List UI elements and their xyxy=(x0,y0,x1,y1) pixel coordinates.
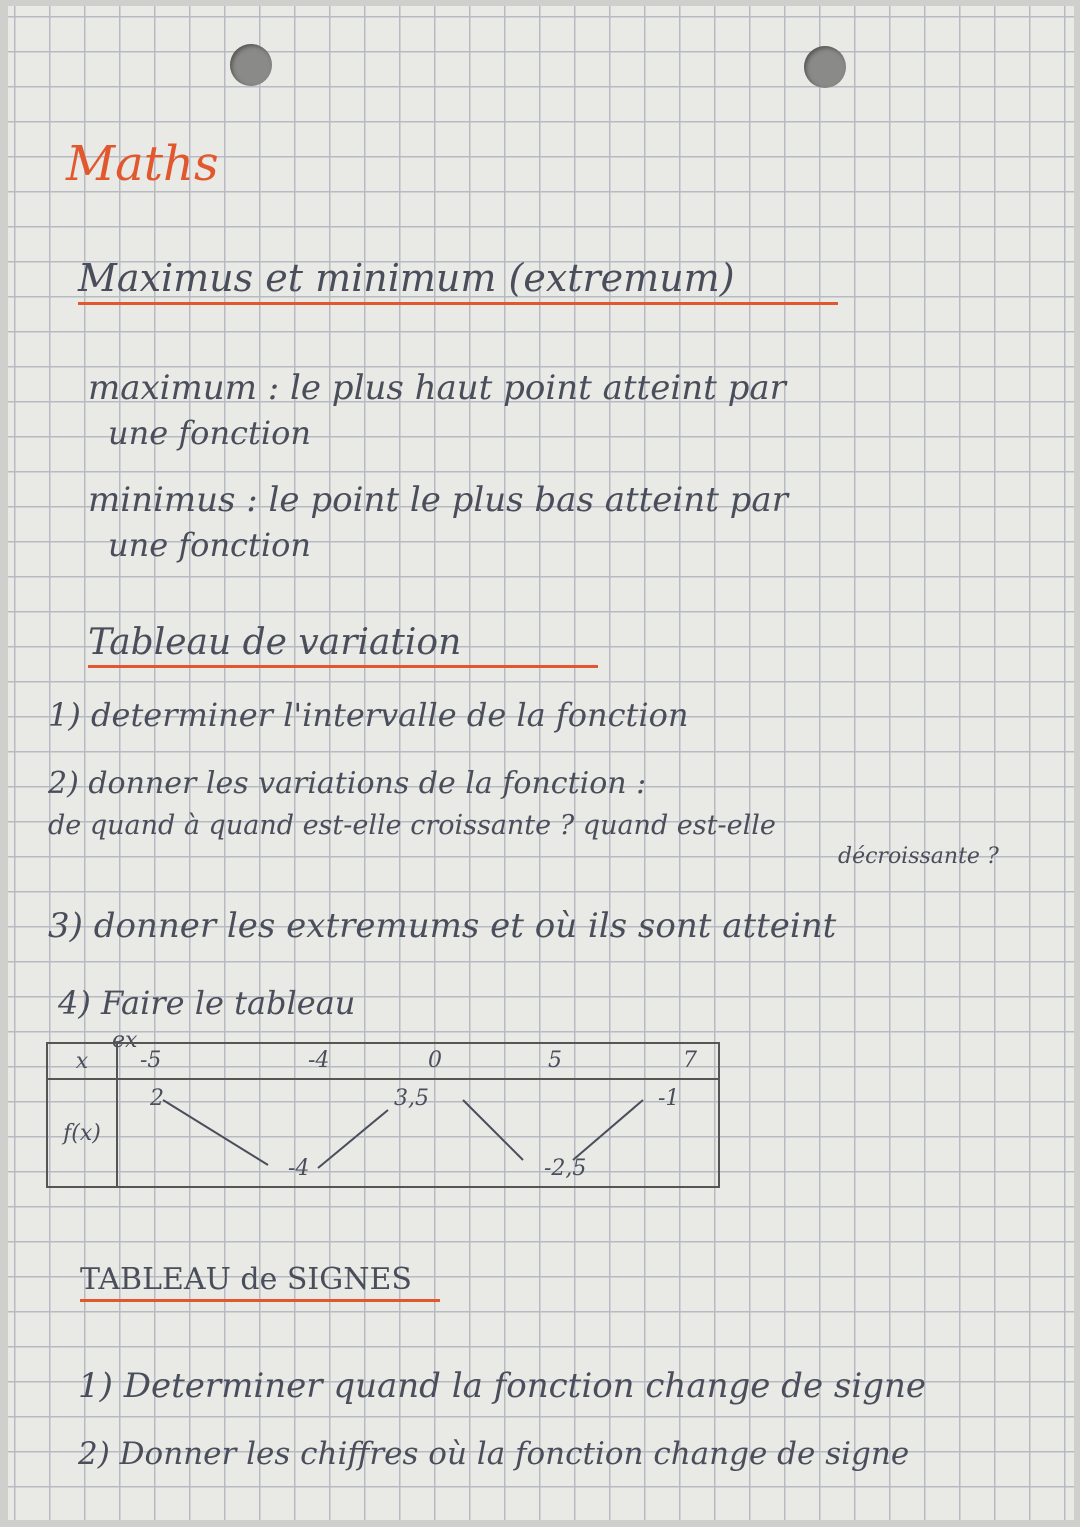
variation-step-4: 4) Faire le tableau xyxy=(58,984,356,1022)
variation-step-2: 2) donner les variations de la fonction : xyxy=(48,766,647,801)
x-value: -4 xyxy=(308,1048,330,1073)
x-label: x xyxy=(47,1043,117,1079)
x-value: 7 xyxy=(683,1048,697,1073)
heading-variation: Tableau de variation xyxy=(88,622,598,668)
minimum-definition-line2: une fonction xyxy=(108,526,311,564)
x-value: 5 xyxy=(548,1048,562,1073)
variation-step-2-line2: de quand à quand est-elle croissante ? quand est-elle xyxy=(48,810,776,841)
maximum-definition-line2: une fonction xyxy=(108,414,311,452)
x-value: 0 xyxy=(428,1048,442,1073)
heading-signes: TABLEAU de SIGNES xyxy=(80,1262,440,1302)
example-label: ex xyxy=(112,1028,138,1053)
punch-hole xyxy=(804,46,846,88)
decreasing-arrow xyxy=(463,1100,523,1160)
increasing-arrow xyxy=(573,1100,643,1160)
page-title: Maths xyxy=(66,136,219,192)
f-label: f(x) xyxy=(47,1079,117,1187)
x-values-row xyxy=(117,1043,719,1079)
increasing-arrow xyxy=(318,1110,388,1168)
heading-extremum: Maximus et minimum (extremum) xyxy=(78,256,838,305)
f-value: -4 xyxy=(288,1156,310,1181)
x-value: -5 xyxy=(140,1048,162,1073)
f-value: -2,5 xyxy=(544,1156,587,1181)
decreasing-arrow xyxy=(163,1100,268,1165)
f-values-row xyxy=(117,1079,719,1187)
variation-table xyxy=(46,1042,720,1188)
signes-step-2: 2) Donner les chiffres où la fonction change de signe xyxy=(78,1436,910,1472)
maximum-definition-line1: maximum : le plus haut point atteint par xyxy=(88,368,786,408)
variation-step-2-line3: décroissante ? xyxy=(838,844,999,869)
variation-step-1: 1) determiner l'intervalle de la fonction xyxy=(48,696,689,734)
signes-step-1: 1) Determiner quand la fonction change de signe xyxy=(78,1366,926,1406)
f-value: 3,5 xyxy=(394,1086,429,1111)
f-value: -1 xyxy=(658,1086,680,1111)
f-value: 2 xyxy=(150,1086,164,1111)
punch-hole xyxy=(230,44,272,86)
minimum-definition-line1: minimus : le point le plus bas atteint par xyxy=(88,480,788,520)
variation-step-3: 3) donner les extremums et où ils sont atteint xyxy=(48,906,837,946)
